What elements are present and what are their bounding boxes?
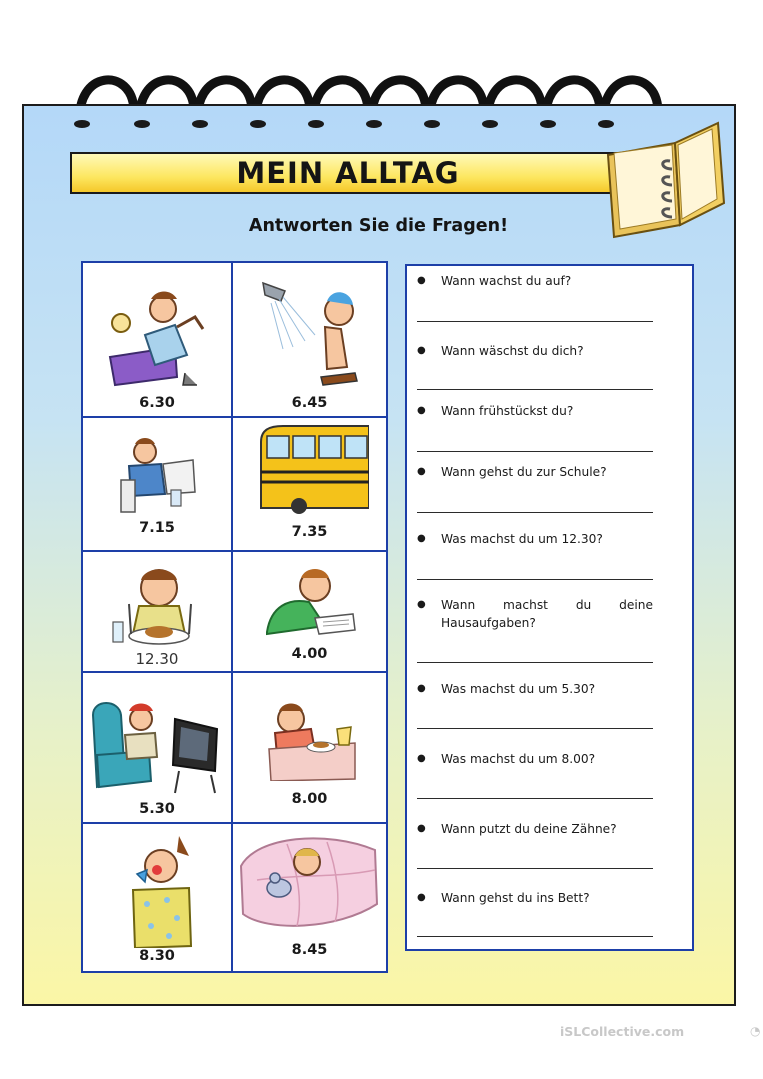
activity-time: 8.45 bbox=[291, 942, 328, 958]
answer-line[interactable] bbox=[417, 936, 653, 937]
question-text: Wann machst du deine Hausaufgaben? bbox=[441, 598, 653, 630]
homework-icon bbox=[265, 566, 357, 636]
question-text: Wann putzt du deine Zähne? bbox=[441, 822, 617, 836]
question-text: Wann gehst du zur Schule? bbox=[441, 465, 607, 479]
activity-cell bbox=[83, 673, 231, 822]
bullet-icon: ● bbox=[417, 753, 426, 764]
sleeping-icon bbox=[237, 830, 381, 934]
activity-cell bbox=[233, 263, 386, 416]
activity-grid bbox=[81, 261, 388, 973]
activity-cell bbox=[83, 552, 231, 671]
bullet-icon: ● bbox=[417, 275, 426, 286]
answer-line[interactable] bbox=[417, 579, 653, 580]
question-text: Was machst du um 8.00? bbox=[441, 752, 596, 766]
instruction-heading: Antworten Sie die Fragen! bbox=[248, 216, 509, 236]
page-title: MEIN ALLTAG bbox=[236, 156, 460, 190]
activity-cell bbox=[233, 824, 386, 971]
watermark-icon: ◔ bbox=[750, 1024, 761, 1038]
bullet-icon: ● bbox=[417, 405, 426, 416]
answer-line[interactable] bbox=[417, 662, 653, 663]
activity-time: 4.00 bbox=[291, 646, 328, 662]
watching-tv-icon bbox=[89, 695, 227, 795]
bullet-icon: ● bbox=[417, 345, 426, 356]
answer-line[interactable] bbox=[417, 321, 653, 322]
activity-time: 6.45 bbox=[291, 395, 328, 411]
question-text: Wann frühstückst du? bbox=[441, 404, 574, 418]
activity-time: 5.30 bbox=[139, 801, 175, 817]
questions-box bbox=[405, 264, 694, 951]
answer-line[interactable] bbox=[417, 512, 653, 513]
bullet-icon: ● bbox=[417, 823, 426, 834]
question-text: Wann wäschst du dich? bbox=[441, 344, 584, 358]
activity-time: 6.30 bbox=[139, 395, 175, 411]
school-bus-icon bbox=[259, 422, 369, 514]
alarm-clock-wakeup-icon bbox=[105, 277, 213, 389]
breakfast-newspaper-icon bbox=[117, 434, 199, 516]
answer-line[interactable] bbox=[417, 868, 653, 869]
title-banner bbox=[70, 152, 626, 194]
lunch-icon bbox=[111, 564, 207, 648]
activity-time: 8.30 bbox=[139, 948, 175, 964]
bullet-icon: ● bbox=[417, 683, 426, 694]
question-text: Was machst du um 5.30? bbox=[441, 682, 596, 696]
activity-cell bbox=[83, 418, 231, 550]
question-text: Was machst du um 12.30? bbox=[441, 532, 603, 546]
bullet-icon: ● bbox=[417, 533, 426, 544]
question-text: Wann gehst du ins Bett? bbox=[441, 891, 590, 905]
watermark-text: iSLCollective.com bbox=[560, 1024, 685, 1039]
activity-time: 12.30 bbox=[135, 650, 179, 668]
activity-cell bbox=[233, 552, 386, 671]
brushing-teeth-icon bbox=[111, 834, 207, 948]
activity-cell bbox=[233, 673, 386, 822]
shower-icon bbox=[255, 277, 369, 389]
answer-line[interactable] bbox=[417, 728, 653, 729]
question-text: Wann wachst du auf? bbox=[441, 274, 572, 288]
activity-time: 7.15 bbox=[139, 520, 175, 536]
activity-cell bbox=[83, 824, 231, 971]
bullet-icon: ● bbox=[417, 466, 426, 477]
bullet-icon: ● bbox=[417, 599, 426, 610]
answer-line[interactable] bbox=[417, 389, 653, 390]
activity-cell bbox=[83, 263, 231, 416]
answer-line[interactable] bbox=[417, 798, 653, 799]
bullet-icon: ● bbox=[417, 892, 426, 903]
activity-time: 7.35 bbox=[291, 524, 328, 540]
activity-time: 8.00 bbox=[291, 791, 328, 807]
activity-cell bbox=[233, 418, 386, 550]
answer-line[interactable] bbox=[417, 451, 653, 452]
dinner-icon bbox=[267, 699, 357, 781]
